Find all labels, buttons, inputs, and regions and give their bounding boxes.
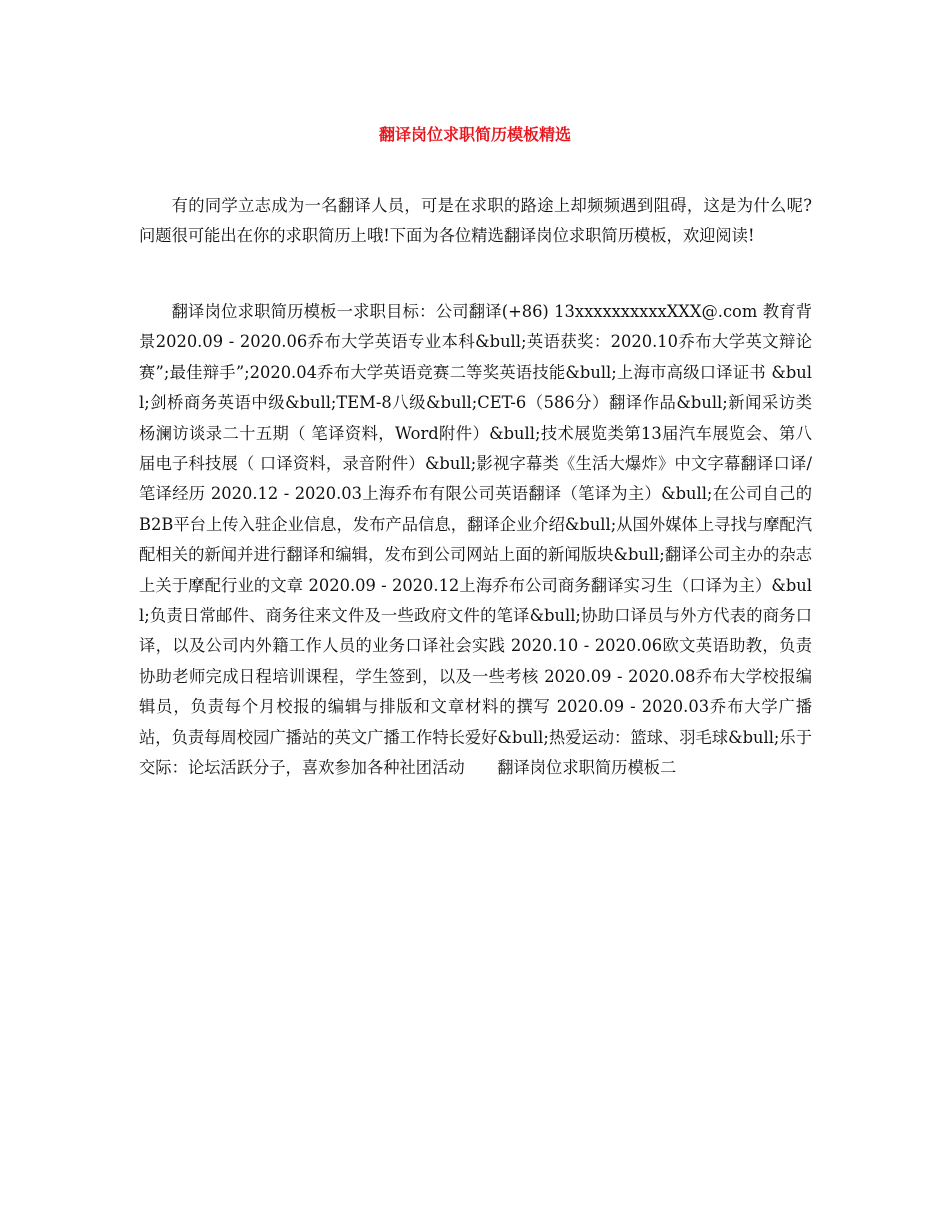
intro-paragraph: 有的同学立志成为一名翻译人员，可是在求职的路途上却频频遇到阻碍，这是为什么呢?问题很可能出在你的求职简历上哦!下面为各位精选翻译岗位求职简历模板，欢迎阅读!	[139, 196, 812, 246]
document-title: 翻译岗位求职简历模板精选	[378, 125, 571, 144]
resume-template-paragraph: 翻译岗位求职简历模板一求职目标：公司翻译(+86) 13xxxxxxxxxxXXX@.com 教育背景2020.09 - 2020.06乔布大学英语专业本科&bull;英语获奖：2020.10乔布大学英文辩论赛”;最佳辩手”;2020.04乔布大学英语竞赛二等奖英语技能&bull;上海市高级口译证书 &bull;剑桥商务英语中级&bull;TEM-8八级&bull;CET-6（586分）翻译作品&bull;新闻采访类杨澜访谈录二十五期（ 笔译资料，Word附件）&bull;技术展览类第13届汽车展览会、第八届电子科技展（ 口译资料，录音附件）&bull;影视字幕类《生活大爆炸》中文字幕翻译口译/笔译经历 2020.12 - 2020.03上海乔布有限公司英语翻译（笔译为主）&bull;在公司自己的B2B平台上传入驻企业信息，发布产品信息，翻译企业介绍&bull;从国外媒体上寻找与摩配汽配相关的新闻并进行翻译和编辑，发布到公司网站上面的新闻版块&bull;翻译公司主办的杂志上关于摩配行业的文章 2020.09 - 2020.12上海乔布公司商务翻译实习生（口译为主）&bull;负责日常邮件、商务往来文件及一些政府文件的笔译&bull;协助口译员与外方代表的商务口译，以及公司内外籍工作人员的业务口译社会实践 2020.10 - 2020.06欧文英语助教，负责协助老师完成日程培训课程，学生签到，以及一些考核 2020.09 - 2020.08乔布大学校报编辑员，负责每个月校报的编辑与排版和文章材料的撰写 2020.09 - 2020.03乔布大学广播站，负责每周校园广播站的英文广播工作特长爱好&bull;热爱运动：篮球、羽毛球&bull;乐于交际：论坛活跃分子，喜欢参加各种社团活动 翻译岗位求职简历模板二	[139, 302, 812, 778]
